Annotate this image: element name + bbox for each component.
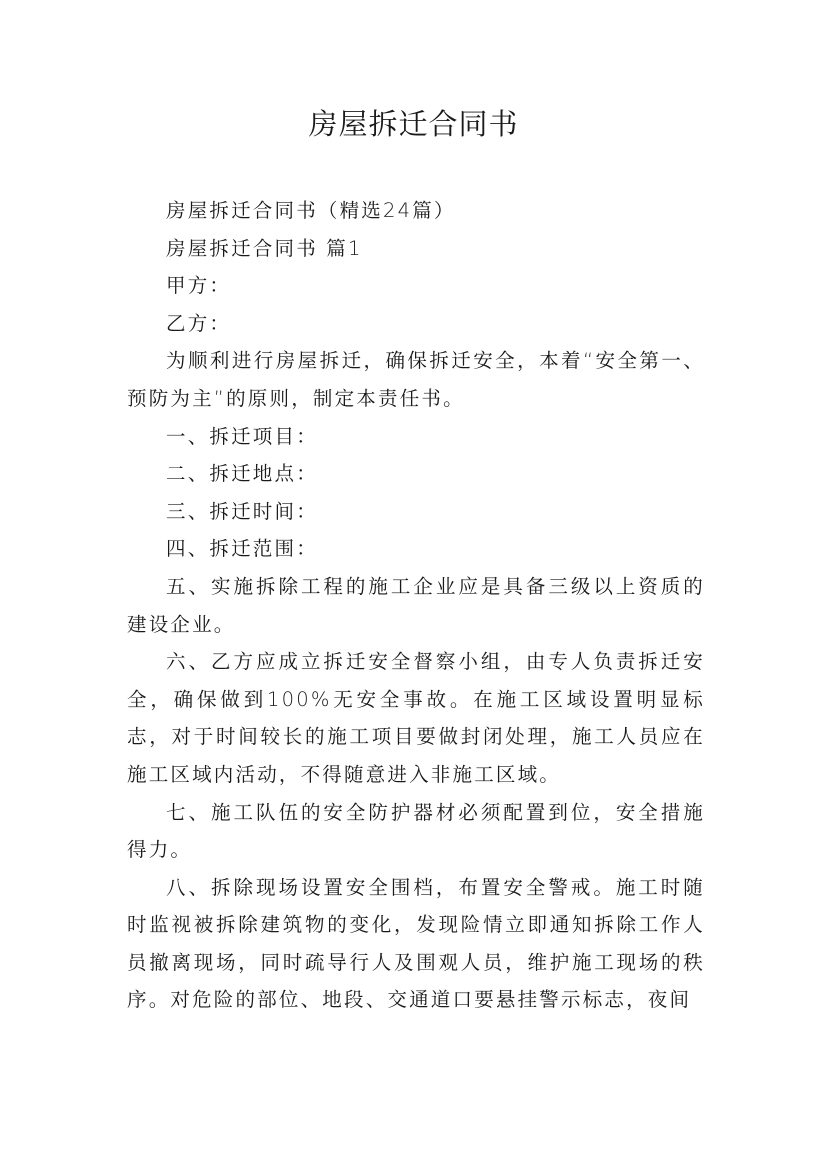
paragraph-party-b: 乙方：	[166, 311, 232, 335]
document-body	[127, 192, 705, 1019]
document-title: 房屋拆迁合同书	[308, 107, 519, 141]
paragraph-subtitle: 房屋拆迁合同书（精选24篇）	[166, 199, 456, 222]
paragraph-preamble: 为顺利进行房屋拆迁，确保拆迁安全，本着“安全第一、预防为主”的原则，制定本责任书。	[127, 349, 705, 410]
paragraph-clause-3: 三、拆迁时间：	[166, 499, 318, 523]
paragraph-clause-1: 一、拆迁项目：	[166, 424, 318, 448]
paragraph-party-a: 甲方：	[166, 274, 232, 298]
paragraph-clause-2: 二、拆迁地点：	[166, 462, 318, 486]
paragraph-section-heading: 房屋拆迁合同书 篇1	[166, 236, 363, 260]
paragraph-clause-4: 四、拆迁范围：	[166, 537, 318, 561]
paragraph-clause-5: 五、实施拆除工程的施工企业应是具备三级以上资质的建设企业。	[127, 574, 705, 636]
paragraph-clause-7: 七、施工队伍的安全防护器材必须配置到位，安全措施得力。	[127, 800, 705, 862]
paragraph-clause-8: 八、拆除现场设置安全围档，布置安全警戒。施工时随时监视被拆除建筑物的变化，发现险情立即通知拆除工作人员撤离现场，同时疏导行人及围观人员，维护施工现场的秩序。对危险的部位、地段、交通道口要悬挂警示标志，夜间	[127, 875, 705, 1012]
paragraph-clause-6: 六、乙方应成立拆迁安全督察小组，由专人负责拆迁安全，确保做到100%无安全事故。在施工区域设置明显标志，对于时间较长的施工项目要做封闭处理，施工人员应在施工区域内活动，不得随意进入非施工区域。	[127, 650, 705, 786]
